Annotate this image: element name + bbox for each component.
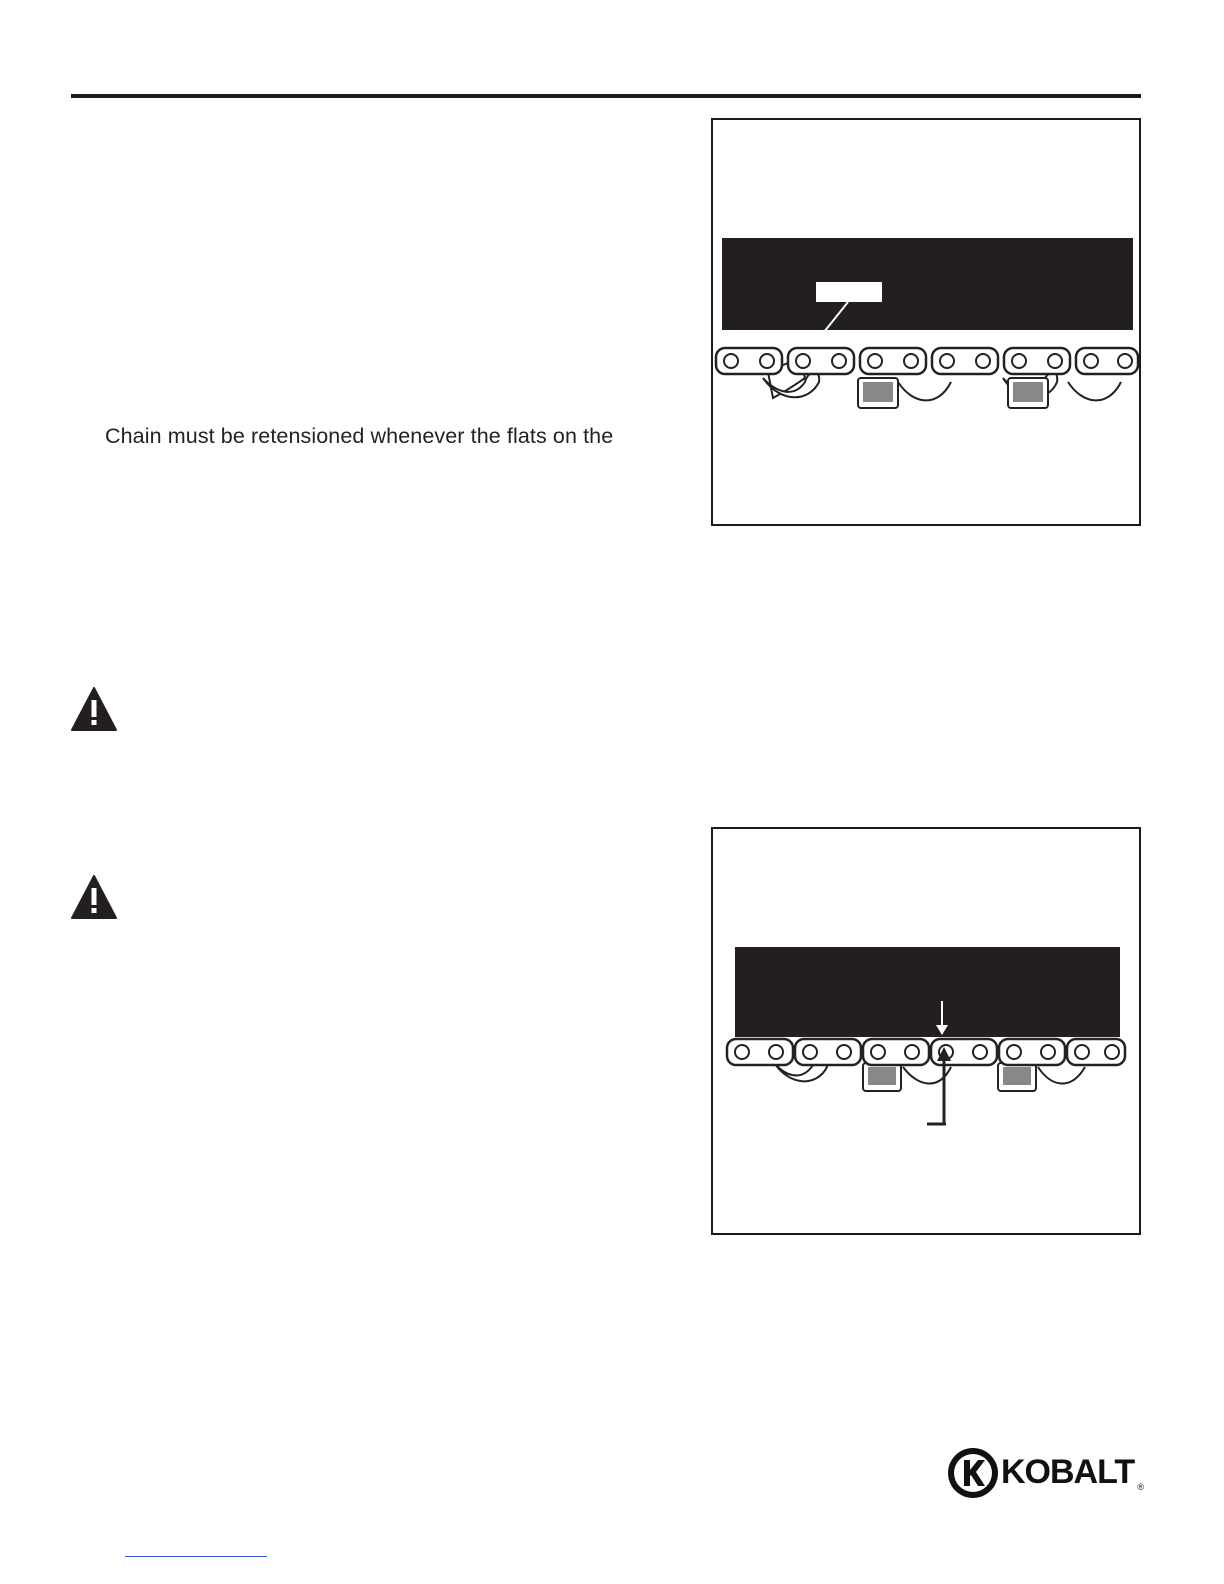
chain-retension-text: Chain must be retensioned whenever the flats on the — [105, 424, 614, 448]
chain-bar-illustration — [713, 120, 1139, 524]
kobalt-logo — [946, 1446, 1146, 1502]
registered-mark: ® — [1137, 1482, 1144, 1492]
kobalt-k-emblem-icon — [946, 1446, 1000, 1500]
saw-chain — [727, 1039, 1125, 1091]
figure-chain-gap — [711, 827, 1141, 1235]
warning-icon-1 — [70, 686, 118, 737]
guide-bar — [735, 947, 1120, 1037]
kobalt-wordmark: KOBALT — [1001, 1453, 1135, 1491]
header-rule — [71, 94, 1141, 98]
callout-label-box — [816, 282, 882, 302]
chain-gap-illustration — [713, 829, 1139, 1233]
figure-chain-tension — [711, 118, 1141, 526]
warning-triangle-icon — [70, 686, 118, 732]
saw-chain — [716, 348, 1138, 408]
guide-bar — [722, 238, 1133, 330]
warning-triangle-icon — [70, 874, 118, 920]
warning-icon-2 — [70, 874, 118, 925]
footer-link-underline[interactable] — [125, 1556, 267, 1557]
